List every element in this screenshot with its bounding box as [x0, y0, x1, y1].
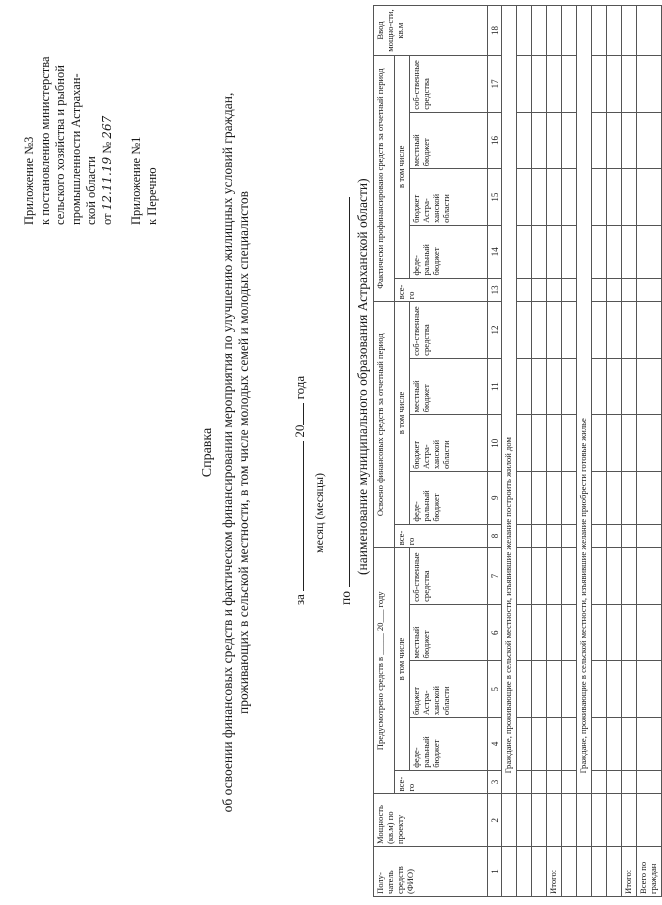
column-number: 1 — [488, 847, 502, 897]
col-mastered: Освоено финансовых средств за отчетный период — [374, 302, 395, 548]
col-total: все-го — [395, 524, 488, 548]
col-commissioning: Ввод мощно-сти, кв.м — [374, 6, 488, 56]
section-row — [502, 6, 517, 897]
period-suffix: года — [292, 375, 307, 400]
report-table — [373, 5, 662, 897]
table-row — [532, 6, 547, 897]
col-federal: феде-ральный бюджет — [410, 225, 488, 278]
subtotal-row — [622, 6, 637, 897]
column-number: 16 — [488, 112, 502, 169]
col-including: в том числе — [395, 548, 410, 770]
column-number-row — [488, 6, 502, 897]
column-number: 14 — [488, 225, 502, 278]
col-regional: бюджет Астра-ханской области — [410, 169, 488, 226]
handwritten-date: 12.11.19 — [99, 156, 114, 211]
col-local: местный бюджет — [410, 112, 488, 169]
column-number: 10 — [488, 415, 502, 472]
section-build-house: Граждане, проживающие в сельской местности, изъявившие желание построить жилой дом — [502, 6, 517, 794]
appendix-line: сельского хозяйства и рыбной — [53, 65, 67, 225]
municipality-line — [338, 197, 354, 605]
col-financed: Фактически профинансировано средств за отчетный период — [374, 56, 395, 302]
col-federal: феде-ральный бюджет — [410, 471, 488, 524]
col-local: местный бюджет — [410, 604, 488, 661]
col-own: соб-ственные средства — [410, 56, 488, 113]
column-number: 18 — [488, 6, 502, 56]
col-planned: Предусмотрено средств в _____ 20___ году — [374, 548, 395, 794]
section-buy-housing: Граждане, проживающие в сельской местности, изъявившие желание приобрести готовые жилье — [577, 6, 592, 794]
col-recipient: Полу-чатель средств (ФИО) — [374, 847, 488, 897]
subtotal-label: Итого: — [547, 847, 562, 897]
column-number: 12 — [488, 302, 502, 359]
subtotal-label: Итого: — [622, 847, 637, 897]
sub-appendix-line: к Перечню — [144, 167, 159, 225]
column-number: 3 — [488, 770, 502, 794]
table-row — [592, 6, 607, 897]
period-line — [292, 376, 308, 605]
subtotal-row — [547, 6, 562, 897]
sub-appendix-line: Приложение №1 — [129, 136, 143, 225]
appendix-line: ской области — [84, 156, 98, 225]
col-regional: бюджет Астра-ханской области — [410, 415, 488, 472]
appendix-date-line — [100, 10, 116, 225]
grand-total-row — [637, 6, 662, 897]
date-prefix: от — [99, 213, 114, 225]
column-number: 6 — [488, 604, 502, 661]
table-row — [607, 6, 622, 897]
col-own: соб-ственные средства — [410, 302, 488, 359]
column-number: 4 — [488, 718, 502, 771]
column-number: 11 — [488, 358, 502, 415]
document-title: Справка — [200, 427, 215, 478]
document-subtitle-line1: об освоении финансовых средств и фактическом финансировании мероприятия по улучшению жилищных условий граждан, — [220, 92, 235, 813]
appendix-line: Приложение №3 — [22, 136, 36, 225]
col-capacity: Мощность (кв.м) по проекту — [374, 794, 488, 847]
column-number: 15 — [488, 169, 502, 226]
col-total: все-го — [395, 278, 488, 302]
table-row — [562, 6, 577, 897]
column-number: 7 — [488, 548, 502, 605]
appendix-block — [22, 10, 160, 225]
col-including: в том числе — [395, 302, 410, 524]
section-row — [577, 6, 592, 897]
municipality-caption: (наименование муниципального образования Астраханской области) — [355, 178, 370, 575]
municipality-prefix: по — [338, 591, 353, 605]
col-total: все-го — [395, 770, 488, 794]
period-caption: месяц (месяцы) — [312, 472, 326, 553]
column-number: 5 — [488, 661, 502, 718]
col-regional: бюджет Астра-ханской области — [410, 661, 488, 718]
col-including: в том числе — [395, 56, 410, 278]
column-number: 2 — [488, 794, 502, 847]
column-number: 17 — [488, 56, 502, 113]
col-local: местный бюджет — [410, 358, 488, 415]
column-number: 13 — [488, 278, 502, 302]
appendix-line: к постановлению министерства — [37, 56, 52, 225]
col-federal: феде-ральный бюджет — [410, 718, 488, 771]
appendix-line: промышленности Астрахан- — [68, 73, 83, 225]
table-row — [517, 6, 532, 897]
grand-total-label: Всего по граждан — [637, 847, 662, 897]
column-number: 8 — [488, 524, 502, 548]
period-year: 20 — [292, 424, 307, 438]
handwritten-number: 267 — [99, 115, 114, 139]
period-prefix: за — [292, 594, 307, 605]
column-number: 9 — [488, 471, 502, 524]
number-label: № — [99, 141, 114, 154]
document-subtitle-line2: проживающих в сельской местности, в том числе молодых семей и молодых специалистов — [236, 191, 251, 714]
col-own: соб-ственные средства — [410, 548, 488, 605]
